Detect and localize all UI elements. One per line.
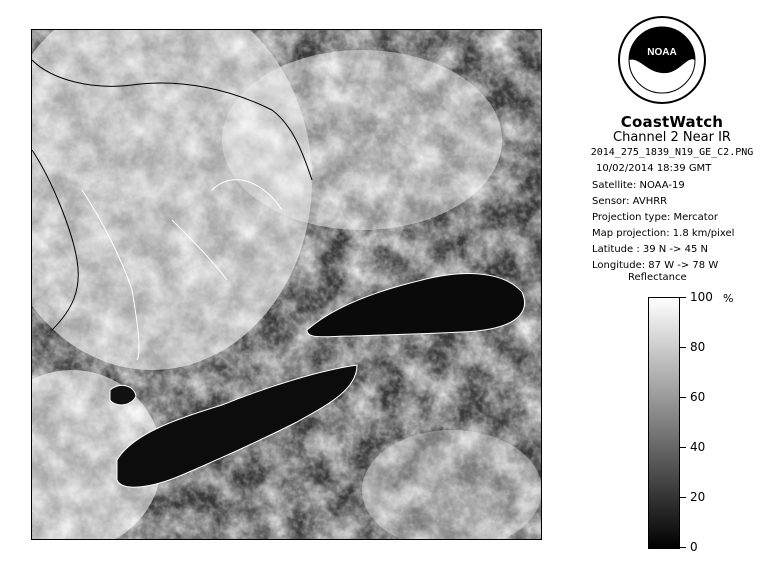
colorbar-tick	[680, 397, 686, 398]
sensor-label: Sensor: AVHRR	[592, 196, 668, 207]
colorbar-title: Reflectance	[628, 272, 687, 283]
colorbar-label: 40	[690, 440, 706, 454]
projection-type-label: Projection type: Mercator	[592, 212, 718, 223]
file-name: 2014_275_1839_N19_GE_C2.PNG	[590, 147, 754, 158]
colorbar-tick	[680, 347, 686, 348]
logo-text: NOAA	[647, 47, 677, 58]
colorbar-tick	[680, 447, 686, 448]
colorbar-label: 60	[690, 390, 706, 404]
colorbar	[648, 297, 680, 549]
datetime-label: 10/02/2014 18:39 GMT	[596, 163, 712, 174]
colorbar-unit: %	[723, 292, 734, 305]
colorbar-label: 100	[690, 290, 713, 304]
colorbar-tick	[680, 547, 686, 548]
colorbar-tick	[680, 497, 686, 498]
lake-st-clair	[110, 385, 136, 404]
colorbar-label: 20	[690, 490, 706, 504]
app-title: CoastWatch	[620, 113, 724, 131]
colorbar-tick	[680, 297, 686, 298]
latitude-label: Latitude : 39 N -> 45 N	[592, 244, 708, 255]
colorbar-label: 0	[690, 540, 698, 554]
channel-subtitle: Channel 2 Near IR	[613, 130, 731, 145]
colorbar-label: 80	[690, 340, 706, 354]
noaa-logo	[617, 15, 707, 105]
satellite-label: Satellite: NOAA-19	[592, 180, 685, 191]
longitude-label: Longitude: 87 W -> 78 W	[592, 260, 719, 271]
satellite-image	[31, 29, 542, 540]
map-projection-label: Map projection: 1.8 km/pixel	[592, 228, 735, 239]
